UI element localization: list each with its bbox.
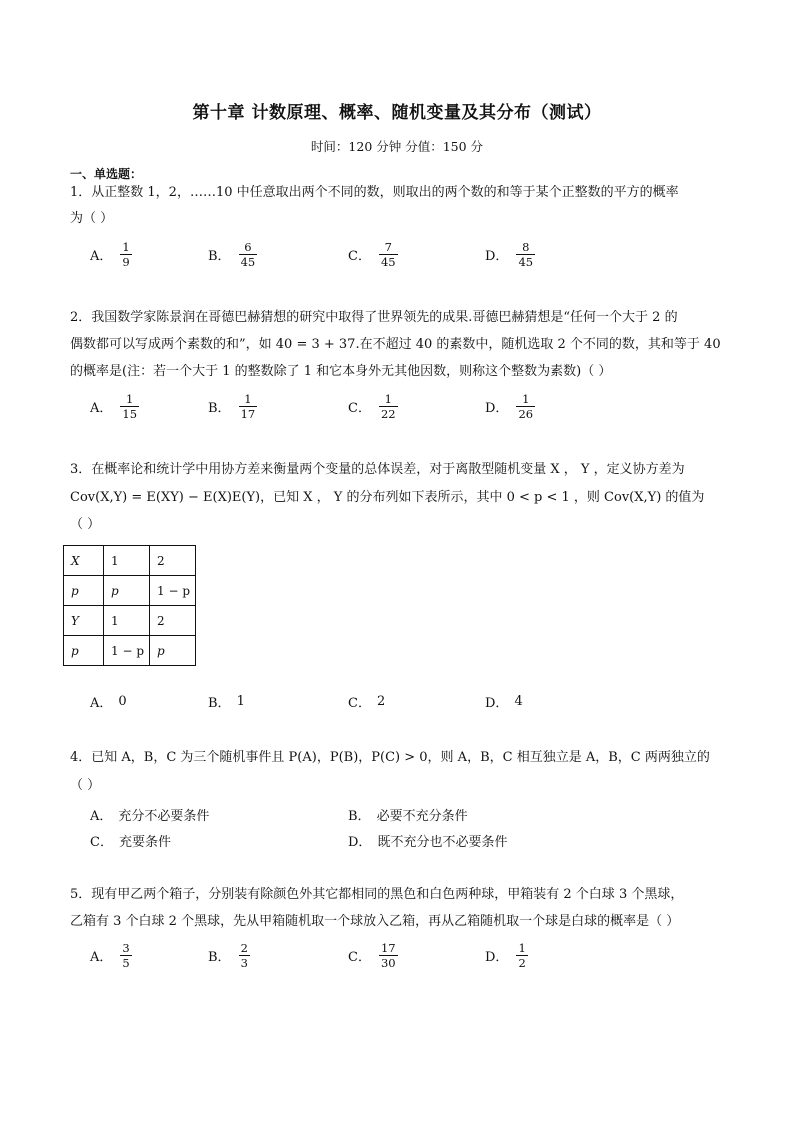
q1-option-c[interactable]: C． $\frac{7}{45}$ [348, 239, 396, 269]
page-title: 第十章 计数原理、概率、随机变量及其分布（测试） [192, 103, 602, 123]
table-cell: 1 − p [150, 576, 196, 606]
table-cell: p [104, 576, 150, 606]
q1-option-d[interactable]: D． $\frac{8}{45}$ [485, 239, 534, 269]
table-cell: Y [64, 606, 104, 636]
q2-text-line2: 偶数都可以写成两个素数的和”，如 40 = 3 + 37.在不超过 40 的素数中，随机选取 2 个不同的数，其和等于 40 [70, 337, 721, 352]
q3-text-line2: Cov(X,Y) = E(XY) − E(X)E(Y)，已知 X ， Y 的分布列如下表所示，其中 0 < p < 1 ，则 Cov(X,Y) 的值为 [70, 490, 705, 505]
q3-text-line3: （ ） [70, 517, 101, 532]
q5-text-line1: 5．现有甲乙两个箱子，分别装有除颜色外其它都相同的黑色和白色两种球，甲箱装有 2 个白球 3 个黑球， [70, 887, 684, 902]
q2-text-line1: 2．我国数学家陈景润在哥德巴赫猜想的研究中取得了世界领先的成果.哥德巴赫猜想是“任何一个大于 2 的 [70, 310, 678, 325]
q4-option-d[interactable]: D． 既不充分也不必要条件 [348, 834, 508, 850]
table-cell: p [64, 636, 104, 666]
q5-text-line2: 乙箱有 3 个白球 2 个黑球，先从甲箱随机取一个球放入乙箱，再从乙箱随机取一个球是白球的概率是（ ） [70, 914, 680, 929]
q2-text-line3: 的概率是(注：若一个大于 1 的整数除了 1 和它本身外无其他因数，则称这个整数为素数)（ ） [70, 364, 612, 379]
q1-text-line1: 1．从正整数 1，2，……10 中任意取出两个不同的数，则取出的两个数的和等于某个正整数的平方的概率 [70, 185, 679, 200]
q3-option-b[interactable]: B． 1 [208, 693, 245, 711]
q5-options [90, 938, 740, 972]
q4-text-line2: （ ） [70, 778, 101, 793]
q3-option-c[interactable]: C． 2 [348, 693, 386, 711]
q1-options [90, 237, 740, 271]
q3-options [90, 690, 740, 712]
distribution-table [63, 545, 196, 666]
q2-option-c[interactable]: C． $\frac{1}{22}$ [348, 391, 396, 421]
q3-option-a[interactable]: A． 0 [90, 693, 127, 711]
q2-option-d[interactable]: D． $\frac{1}{26}$ [485, 391, 534, 421]
table-cell: p [150, 636, 196, 666]
q5-option-b[interactable]: B． $\frac{2}{3}$ [208, 940, 248, 970]
table-cell: X [64, 546, 104, 576]
q3-text-line1: 3．在概率论和统计学中用协方差来衡量两个变量的总体误差，对于离散型随机变量 X ， Y ，定义协方差为 [70, 462, 685, 477]
q5-option-c[interactable]: C． $\frac{17}{30}$ [348, 940, 396, 970]
q3-option-d[interactable]: D． 4 [485, 693, 523, 711]
q1-option-a[interactable]: A． $\frac{1}{9}$ [90, 239, 130, 269]
table-row [64, 546, 196, 576]
q2-option-b[interactable]: B． $\frac{1}{17}$ [208, 391, 256, 421]
table-row [64, 576, 196, 606]
q1-option-b[interactable]: B． $\frac{6}{45}$ [208, 239, 256, 269]
table-row [64, 636, 196, 666]
table-cell: 1 [104, 546, 150, 576]
exam-info: 时间：120 分钟 分值：150 分 [310, 139, 484, 154]
q4-text-line1: 4．已知 A，B，C 为三个随机事件且 P(A)，P(B)，P(C) > 0，则 A，B，C 相互独立是 A，B，C 两两独立的 [70, 750, 710, 765]
q4-options [90, 803, 740, 853]
table-cell: 1 [104, 606, 150, 636]
q5-option-d[interactable]: D． $\frac{1}{2}$ [485, 940, 526, 970]
q2-options [90, 389, 740, 423]
q4-option-c[interactable]: C． 充要条件 [90, 834, 171, 850]
q2-option-a[interactable]: A． $\frac{1}{15}$ [90, 391, 138, 421]
q5-option-a[interactable]: A． $\frac{3}{5}$ [90, 940, 130, 970]
q4-option-a[interactable]: A． 充分不必要条件 [90, 808, 210, 824]
q1-text-line2: 为（ ） [70, 211, 114, 226]
table-row [64, 606, 196, 636]
table-cell: 2 [150, 546, 196, 576]
table-cell: 2 [150, 606, 196, 636]
q4-option-b[interactable]: B． 必要不充分条件 [348, 808, 468, 824]
table-cell: 1 − p [104, 636, 150, 666]
table-cell: p [64, 576, 104, 606]
section-heading: 一、单选题： [70, 167, 143, 181]
